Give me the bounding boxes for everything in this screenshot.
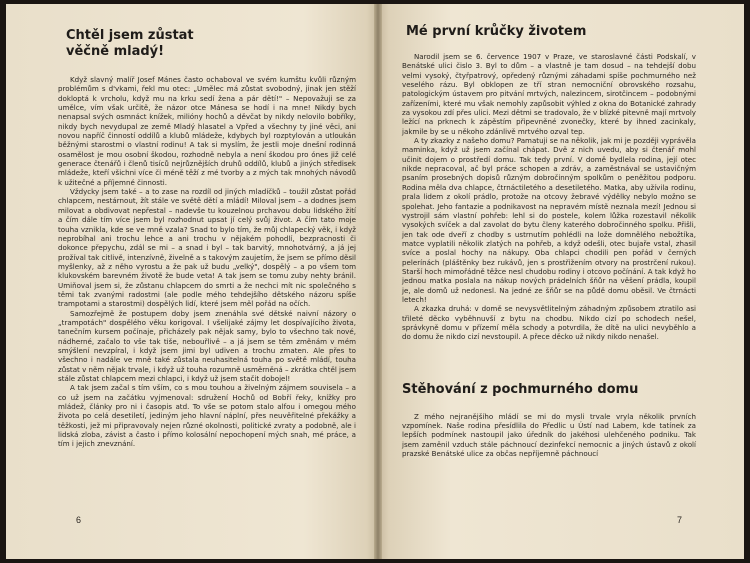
chapter-title: Chtěl jsem zůstat věčně mladý!: [66, 28, 194, 59]
paragraph: Narodil jsem se 6. července 1907 v Praze, ve staroslavné části Podskalí, v Benátské ulici čislo 3. Byl to dům – a vlastně je tam dosud – na tehdejší dobu velmi vysoký, čtyřpatrový, opředený různými záhadami spíše pochmurného než veselého rázu. Byl obklopen ze tří stran nemocniční obrovského rozsahu, patologickým ústavem pro pitvání mrtvých, nalezincem, sirotčincem – podobnými zařízeními, které mu však nemohly zapůsobit výhled z okna do Botanické zahrady za vysokou zdí přes ulici. Mezi dětmi se tradovalo, že v blízké pitevně mají mrtvoly ležící na prknech k zápěstím připevněné zvonečky, které by ihned zacinkaly, jakmile by se u někoho zdánlivě mrtvého ozval tep.: [402, 52, 696, 136]
paragraph: Když slavný malíř Josef Mánes často ochaboval ve svém kumštu kvůli různým problémům s d'vkami, řekl mu otec: „Umělec má zůstat svobodný, jinak jen stěží dokloptá k vrcholu, když mu na krku sedí žena a pár dětí!" – Nepovažuji se za umělce, vím však určitě, že názor otce Mánesa se hodí i na mne! Nikdy bych nenapsal svých osmnáct knížek, milióny hochů a děvčat by nikdy nelovilo bobříky, nikdy bych nevydupal ze země Mladý hlasatel a Vpřed a všechny ty jiné věci, ani novou napříč činností oddílů a klubů mládeže, kdybych byl rozptylován a utloukán běžnými starostmi o vlastní rodinu! A tak si myslím, že jestli moje dnešní rodinná osamělost je mou osobní škodou, rozhodně nebyla a není škodou pro ónes již celé generace čtenářů i členů tisíců nejrůznějších druhů oddílů, klubů a jiných středisek mládeže, kteří všichni více či méně těží z mé tvorby a z mých tak mnohých návodů k užitečné a příjemné činnosti.: [58, 75, 356, 187]
chapter-body: [402, 52, 696, 342]
section-title: Stěhování z pochmurného domu: [402, 381, 639, 397]
right-page: [378, 4, 744, 559]
chapter-body: [58, 75, 356, 449]
section: [402, 382, 696, 459]
paragraph: A tak jsem začal s tím vším, co s mou touhou a živelným zájmem souvisela – a co už jsem na začátku vyjmenoval: sdružení Hochů od Bobří řeky, knížky pro mládež, články pro ni i časopis atd. To vše se potom stalo alfou i omegou mého života po celá desetiletí, jediným jeho hlavní náplní, přes neuvěřitelné překážky a těžkosti, jež mi připravovaly nejen různé okolnosti, politické zvraty a podobně, ale i lidská zloba, závist a často i přímo kolosální nepochopení mých snah, mé práce, a tím i jejich znevznání.: [58, 383, 356, 449]
book-spread: [6, 4, 744, 559]
paragraph: Z mého nejranějšího mládí se mi do mysli trvale vryla několik prvních vzpomínek. Naše rodina přesídlila do Předlic u Ústí nad Labem, kde tatínek za lepších podmínek nastoupil jako úředník do jakéhosi ulehčeného podniku. Tak jsem zaměnil vzduch stále páchnoucí dezinfekcí nemocnic a jiných ústavů z okolí prazské Benátské ulice za občas nepříjemně páchnoucí: [402, 411, 696, 459]
page-number: 7: [676, 515, 682, 525]
chapter-title: Mé první krůčky životem: [406, 24, 587, 39]
paragraph: Vždycky jsem také – a to zase na rozdíl od jiných mladíčků – toužil zůstat pořád chlapcem, nestárnout, žít stále ve světě dětí a mládí! Miloval jsem – a dodnes jsem milovat a obdivovat nepřestal – nadevše tu kouzelnou prchavou dobu lidského žití a čím dále tím více jsem byl rozhodnut upsat jí celý svůj život. A čím tato moje touha vznikla, kde se ve mně vzala? Snad to bylo tím, že můj chlapecký věk, i když neprobíhal ani trochu lehce a ani trochu v nějakém pohodlí, bezpracnosti či dokonce přepychu, zdál se mi – a snad i byl – tak barvitý, mnohotvárný, a já jej prožíval tak citlivě, intenzívně, živelně a s takovým zaujetím, že jsem se přímo děsil myšlenky, až z něho vyrostu a že pak už budu „velký", dospělý – a po všem tom klukovském barevném životě že bude veta! A tak jsem se tomu zuby nehty bránil. Umiňoval jsem si, že zůstanu chlapcem do smrti a že nechci mít nic společného s těmi tak zvanými radostmi (ale podle mého tehdejšího dětského názoru spíše trampotami a starostmi) dospělých lidí, které jsem měl pořád na očích.: [58, 187, 356, 309]
section-body: [402, 412, 696, 459]
paragraph: A zkazka druhá: v domě se nevysvětlitelným záhadným způsobem ztratilo asi třileté děcko vyběhnuvší z bytu na chodbu. Nikdo cizí po schodech nešel, správkyně domu v přízemí měla schody a potvrdila, že dítě na ulici nevyběhlo a do domu že nikdo cizí nevstoupil. A přece děcko už nikdy nikdo nenašel.: [402, 304, 696, 342]
paragraph: A ty zkazky z našeho domu? Pamatuji se na několik, jak mi je později vyprávěla maminka, když už jsem začínal chápat. Dvě z nich uvedu, aby si čtenář mohl učinit dojem o prostředí domu. Tak tedy první. V domě bydlela rodina, její otec nikde nepracoval, ač byl práce schopen a zdráv, a zaměstnával se ustavičným psaním prosebných dopisů různým dobročinným spolkům o peněžitou podporu. Rodina měla dva chlapce, čtrnáctiletého a desetiletého. Matka, aby užívila rodinu, prala lidem z okolí prádlo, protože na otcovy žebravé výdělky nebylo možno se spolehat. Jeho fantazie a podnikavost na nepravém místě neznala mezí! Jednou si vystrojil sám vlastní pohřeb: lehl si do postele, kolem lůžka rozestavil několik vysokých svíček a dal zavolat do bytu členy katerého dobročinného spolku. Přišli, jen tak ode dveří z chodby s ustrnutím pohlédli na lože domnělého nebožtíka, matce vyplatili několik zlatých na pohřeb, a když odešli, otec bujaře vstal, zhasil svíce a poslal hochy na nákupy. Oba chlapci chodili pen pořád v černých pelerínách (pláštěnky bez rukávů, jen s prostřižením otvory na prostrčení rukou). Starší hoch mimořádně těžce nesl chudobu rodiny i otcovo počínání. A tak když ho jednou matka poslala na nákup nových prádelních šňůr na věšení prádla, koupil je, ale domů už nedonesl. Na jedné ze šňůr se na půdě domu oběsil. Ve čtrnácti letech!: [402, 136, 696, 304]
left-page: [6, 4, 378, 559]
paragraph: Samozřejmě že postupem doby jsem znenáhla své dětské naivní názory o „trampotách" dospělého věku korigoval. I všelijaké zájmy let dospívajícího života, tanečním kursem počínaje, přicházely pak nějak samy, bylo to všechno tak nové, nádherné, začalo to vše tak tiše, nebouřlivě – a já jsem se těm změnám v mém smýšlení nevzpíral, i když jsem jimi byl udiven a trochu zmaten. Ale přes to všechno i nadále ve mně také zůstala neuhasitelná touha po světě mládí, touha zůstat v něm nějak trvale, i když už touha rozumně usměrněná – zkrátka chtěl jsem stále zůstat chlapcem mezi chlapci, i když už jsem stačit dobojel!: [58, 308, 356, 383]
book-gutter: [374, 4, 382, 559]
page-number: 6: [76, 515, 82, 525]
